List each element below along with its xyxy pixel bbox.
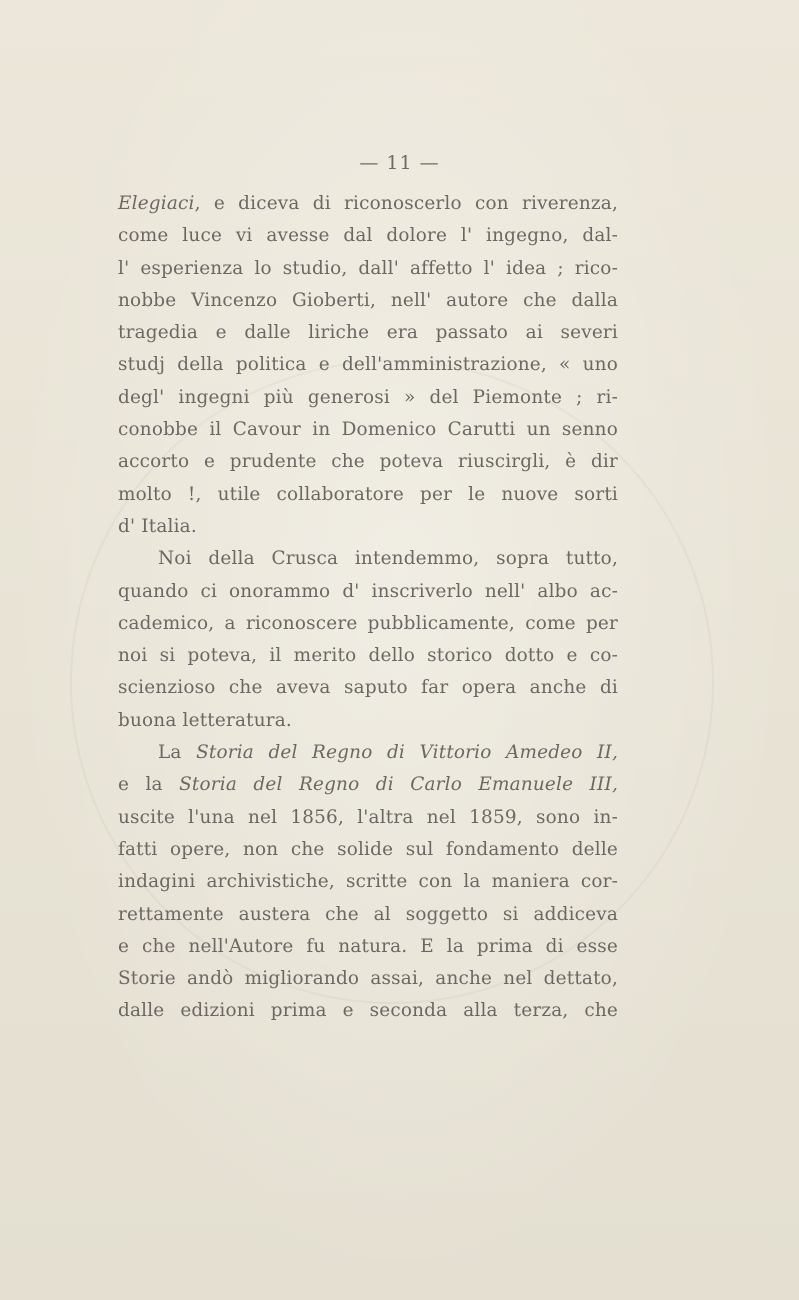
- text-line: accorto e prudente che poteva riuscirgli, è dir: [118, 451, 618, 473]
- text-line: molto !, utile collaboratore per le nuove sorti: [118, 483, 618, 505]
- text-line: fatti opere, non che solide sul fondamento delle: [118, 838, 618, 860]
- text-line: e che nell'Autore fu natura. E la prima di esse: [118, 935, 618, 957]
- italic-title: Storia del Regno di Carlo Emanuele III,: [179, 774, 618, 796]
- text-line: come luce vi avesse dal dolore l' ingegno, dal-: [118, 225, 618, 247]
- text-line: nobbe Vincenzo Gioberti, nell' autore che dalla: [118, 289, 618, 311]
- body-text: [118, 188, 618, 1028]
- text-line: d' Italia.: [118, 515, 197, 537]
- paragraph-start: La Storia del Regno di Vittorio Amedeo II,: [158, 742, 618, 764]
- text-line: rettamente austera che al soggetto si addiceva: [118, 903, 618, 925]
- paragraph-start: Noi della Crusca intendemmo, sopra tutto,: [158, 548, 618, 570]
- text-line: degl' ingegni più generosi » del Piemonte ; ri-: [118, 386, 618, 408]
- text-line: buona letteratura.: [118, 709, 292, 731]
- text-line: scienzioso che aveva saputo far opera anche di: [118, 677, 618, 699]
- text-line: Storie andò migliorando assai, anche nel dettato,: [118, 968, 618, 990]
- italic-title: Storia del Regno di Vittorio Amedeo II,: [196, 742, 618, 764]
- text-line: noi si poteva, il merito dello storico dotto e co-: [118, 645, 618, 667]
- text-line: quando ci onorammo d' inscriverlo nell' albo ac-: [118, 580, 618, 602]
- text-line: dalle edizioni prima e seconda alla terza, che: [118, 1000, 618, 1022]
- text-line: uscite l'una nel 1856, l'altra nel 1859, sono in-: [118, 806, 618, 828]
- page-number: — 11 —: [359, 152, 440, 174]
- text-line: studj della politica e dell'amministrazione, « uno: [118, 354, 618, 376]
- text-line: l' esperienza lo studio, dall' affetto l' idea ; rico-: [118, 257, 618, 279]
- text-line: tragedia e dalle liriche era passato ai severi: [118, 322, 618, 344]
- text-line: cademico, a riconoscere pubblicamente, come per: [118, 612, 618, 634]
- text-line: conobbe il Cavour in Domenico Carutti un senno: [118, 419, 618, 441]
- text-line: indagini archivistiche, scritte con la maniera cor-: [118, 871, 618, 893]
- text-line: Elegiaci, e diceva di riconoscerlo con riverenza,: [118, 193, 618, 214]
- text-line: e la Storia del Regno di Carlo Emanuele III,: [118, 774, 618, 796]
